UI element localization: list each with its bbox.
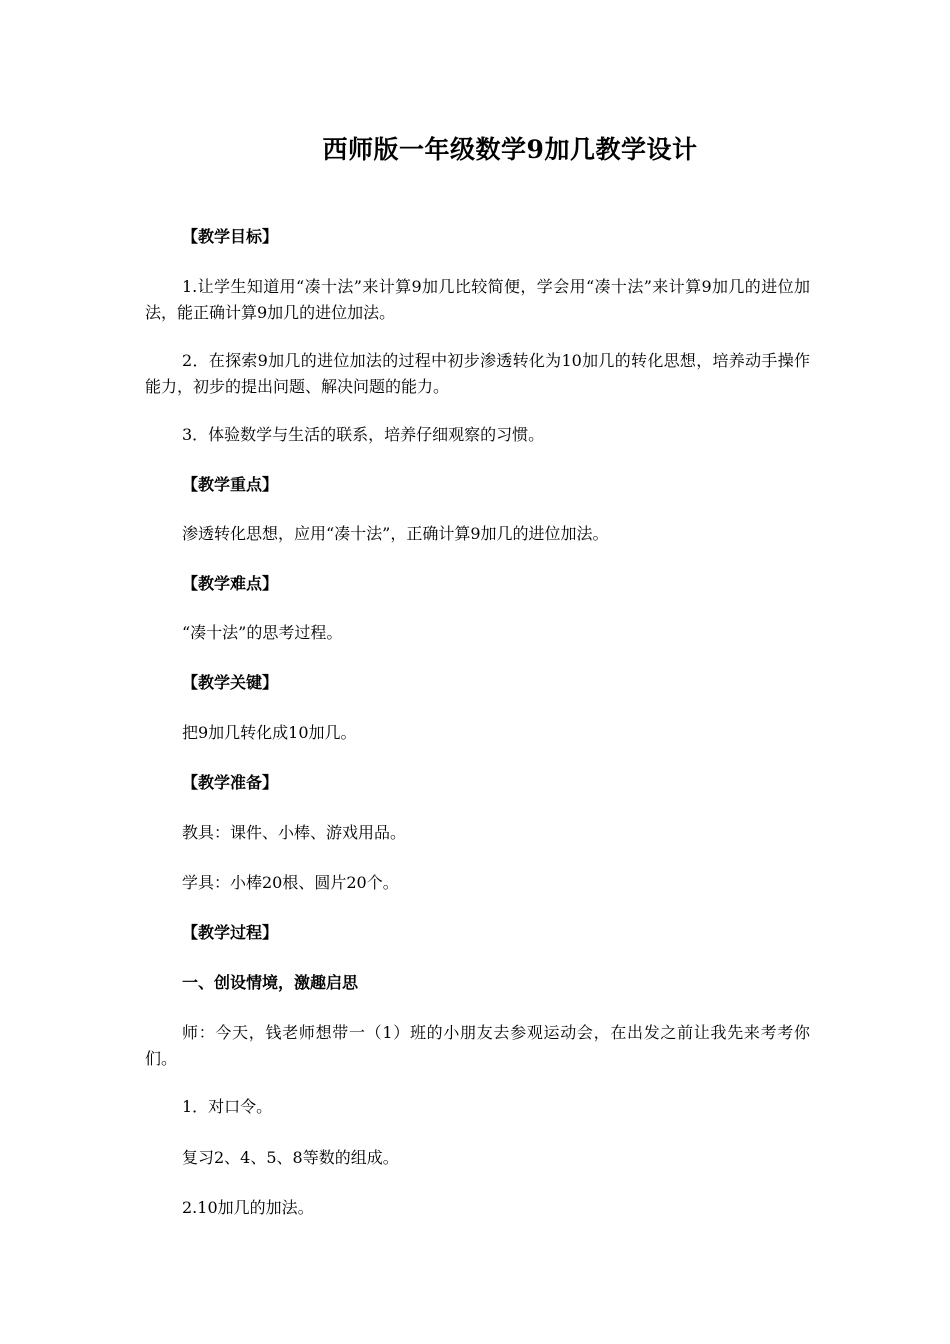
goal-paragraph-2: 2．在探索9加几的进位加法的过程中初步渗透转化为10加几的转化思想，培养动手操作能力，初步的提出问题、解决问题的能力。 <box>145 351 810 396</box>
crux-paragraph: 把9加几转化成10加几。 <box>182 723 357 742</box>
step-1-heading: 一、创设情境，激趣启思 <box>182 973 359 992</box>
step-1-item-1-text: 复习2、4、5、8等数的组成。 <box>182 1148 399 1167</box>
difficulty-paragraph: “凑十法”的思考过程。 <box>182 623 343 642</box>
goal-paragraph-3: 3．体验数学与生活的联系，培养仔细观察的习惯。 <box>182 425 545 444</box>
section-heading-goals: 【教学目标】 <box>182 227 279 246</box>
goal-paragraph-1: 1.让学生知道用“凑十法”来计算9加几比较简便，学会用“凑十法”来计算9加几的进位加法，能正确计算9加几的进位加法。 <box>145 277 810 322</box>
preparation-student-paragraph: 学具：小棒20根、圆片20个。 <box>182 873 399 892</box>
section-heading-process: 【教学过程】 <box>182 923 279 942</box>
section-heading-preparation: 【教学准备】 <box>182 773 279 792</box>
section-heading-crux: 【教学关键】 <box>182 673 279 692</box>
document-title: 西师版一年级数学9加几教学设计 <box>322 135 698 164</box>
key-paragraph: 渗透转化思想，应用“凑十法”，正确计算9加几的进位加法。 <box>182 524 609 543</box>
section-heading-difficulty: 【教学难点】 <box>182 574 279 593</box>
section-heading-key: 【教学重点】 <box>182 475 279 494</box>
step-1-item-2: 2.10加几的加法。 <box>182 1198 314 1217</box>
preparation-teacher-paragraph: 教具：课件、小棒、游戏用品。 <box>182 823 407 842</box>
step-1-item-1: 1．对口令。 <box>182 1097 273 1116</box>
step-1-paragraph: 师：今天，钱老师想带一（1）班的小朋友去参观运动会，在出发之前让我先来考考你们。 <box>145 1023 810 1068</box>
